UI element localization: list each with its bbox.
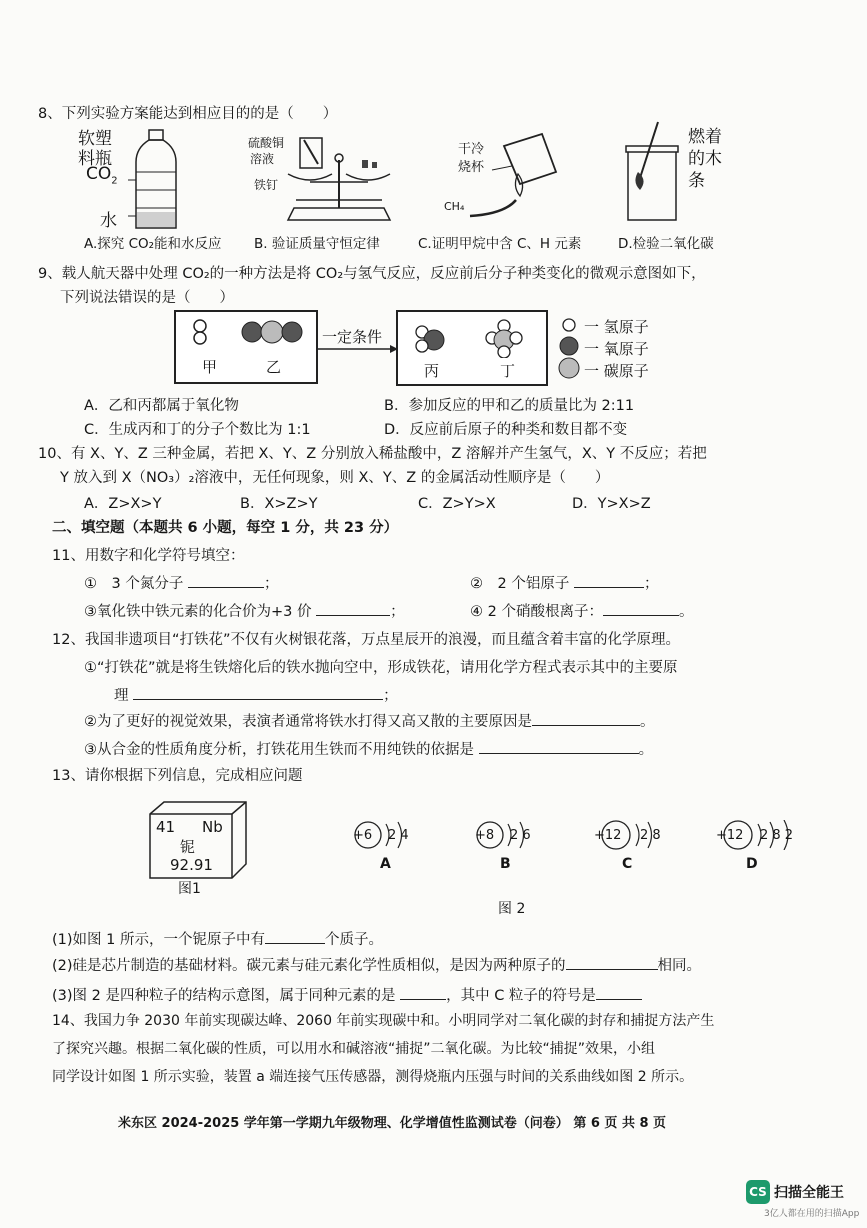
figure-2-caption: 图 2 <box>498 901 526 917</box>
q8-a-label3: $CO_2$ <box>86 164 118 187</box>
legend-carbon: 一 碳原子 <box>584 362 649 380</box>
product-molecules-icon <box>400 316 540 358</box>
answer-blank[interactable] <box>603 601 679 616</box>
element-number: 41 <box>156 818 176 836</box>
element-symbol: Nb <box>202 818 223 836</box>
answer-blank[interactable] <box>574 573 644 588</box>
answer-blank[interactable] <box>596 985 642 1000</box>
section-2-heading: 二、填空题（本题共 6 小题，每空 1 分，共 23 分） <box>52 520 399 536</box>
q8-option-a: A.探究 CO₂能和水反应 <box>84 236 222 252</box>
particle-a-nucleus: +6 <box>353 828 373 843</box>
q11-stem: 11、用数字和化学符号填空： <box>52 548 245 564</box>
q13-sub3: (3)图 2 是四种粒子的结构示意图，属于同种元素的是 ，其中 C 粒子的符号是 <box>52 984 642 1005</box>
balance-scale-icon <box>282 130 394 226</box>
q9-label-ding: 丁 <box>500 362 516 380</box>
q9-option-b: B．参加反应的甲和乙的质量比为 2:11 <box>384 398 635 414</box>
scanner-brand-subtitle: 3亿人都在用的扫描App <box>764 1209 860 1219</box>
q9-option-a: A．乙和丙都属于氧化物 <box>84 398 239 414</box>
q14-line3: 同学设计如图 1 所示实验，装置 a 端连接气压传感器，测得烧瓶内压强与时间的关系曲线如图 2 所示。 <box>52 1069 694 1085</box>
q8-d-label2: 的木 <box>688 149 722 169</box>
legend-atoms-icon <box>556 316 582 380</box>
answer-blank[interactable] <box>400 985 446 1000</box>
element-mass: 92.91 <box>170 856 213 874</box>
q8-c-label1: 干冷 <box>458 142 485 157</box>
particle-c-label: C <box>622 856 633 872</box>
q11-item-3: ③氧化铁中铁元素的化合价为+3 价 ； <box>84 600 405 621</box>
particle-c-nucleus: +12 <box>594 828 622 843</box>
page-footer: 米东区 2024-2025 学年第一学期九年级物理、化学增值性监测试卷（问卷） 第 6 页 共 8 页 <box>118 1116 667 1131</box>
q13-stem: 13、请你根据下列信息，完成相应问题 <box>52 768 303 784</box>
q8-b-label3: 铁钉 <box>254 178 279 192</box>
answer-blank[interactable] <box>566 955 658 970</box>
q8-b-label1: 硫酸铜 <box>248 136 285 150</box>
q9-option-d: D．反应前后原子的种类和数目都不变 <box>384 422 628 438</box>
answer-blank[interactable] <box>479 739 639 754</box>
q9-label-bing: 丙 <box>424 362 440 380</box>
legend-oxygen: 一 氧原子 <box>584 340 649 358</box>
q9-arrow-label: 一定条件 <box>322 328 383 346</box>
q8-option-d: D.检验二氧化碳 <box>618 236 714 252</box>
particle-d-label: D <box>746 856 758 872</box>
q9-label-jia: 甲 <box>202 358 218 376</box>
q10-line1: 10、有 X、Y、Z 三种金属，若把 X、Y、Z 分别放入稀盐酸中，Z 溶解并产生氢气，X、Y 不反应；若把 <box>38 446 707 462</box>
answer-blank[interactable] <box>532 711 640 726</box>
q8-b-label2: 溶液 <box>250 152 275 166</box>
q8-option-c: C.证明甲烷中含 C、H 元素 <box>418 236 582 252</box>
gas-jar-icon <box>618 120 688 228</box>
q8-c-label3: CH₄ <box>444 200 465 213</box>
q11-item-1: ① 3 个氮分子 ； <box>84 572 278 593</box>
q11-item-4: ④ 2 个硝酸根离子： 。 <box>470 600 693 621</box>
q10-option-c: C．Z>Y>X <box>418 496 496 512</box>
q12-stem: 12、我国非遗项目“打铁花”不仅有火树银花落，万点星辰开的浪漫，而且蕴含着丰富的化学原理。 <box>52 632 680 648</box>
q9-stem-line1: 9、载人航天器中处理 CO₂的一种方法是将 CO₂与氢气反应，反应前后分子种类变化的微观示意图如下， <box>38 266 706 282</box>
particle-c-shells: 2 8 <box>640 828 661 843</box>
q8-option-b: B. 验证质量守恒定律 <box>254 236 380 252</box>
particle-a-label: A <box>380 856 391 872</box>
q12-part2: ②为了更好的视觉效果，表演者通常将铁水打得又高又散的主要原因是 。 <box>84 710 655 731</box>
q8-a-label4: 水 <box>100 211 117 231</box>
q12-part1-line2: 理 ； <box>114 684 398 705</box>
answer-blank[interactable] <box>316 601 390 616</box>
plastic-bottle-icon <box>128 128 188 232</box>
scanner-logo-icon: CS <box>746 1180 770 1204</box>
particle-b-shells: 2 6 <box>510 828 531 843</box>
q8-d-label3: 条 <box>688 171 705 191</box>
q11-item-2: ② 2 个铝原子 ； <box>470 572 658 593</box>
q10-option-b: B．X>Z>Y <box>240 496 318 512</box>
q10-option-a: A．Z>X>Y <box>84 496 162 512</box>
q13-sub1: (1)如图 1 所示，一个铌原子中有 个质子。 <box>52 928 383 949</box>
q8-c-label2: 烧杯 <box>458 160 485 175</box>
q8-a-label1: 软塑 <box>78 129 112 149</box>
q14-line1: 14、我国力争 2030 年前实现碳达峰、2060 年前实现碳中和。小明同学对二氧化碳的封存和捕捉方法产生 <box>52 1013 715 1029</box>
q9-option-c: C．生成丙和丁的分子个数比为 1:1 <box>84 422 311 438</box>
beaker-flame-icon <box>464 126 564 224</box>
reaction-arrow-icon <box>314 344 398 354</box>
particle-b-nucleus: +8 <box>475 828 495 843</box>
element-name: 铌 <box>180 838 196 856</box>
q12-part1-line1: ①“打铁花”就是将生铁熔化后的铁水抛向空中，形成铁花，请用化学方程式表示其中的主要原 <box>84 660 678 676</box>
particle-b-label: B <box>500 856 511 872</box>
q14-line2: 了探究兴趣。根据二氧化碳的性质，可以用水和碱溶液“捕捉”二氧化碳。为比较“捕捉”效果，小组 <box>52 1041 656 1057</box>
q13-sub2: (2)硅是芯片制造的基础材料。碳元素与硅元素化学性质相似，是因为两种原子的 相同。 <box>52 954 701 975</box>
q8-stem: 8、下列实验方案能达到相应目的的是（ ） <box>38 106 338 122</box>
q9-stem-line2: 下列说法错误的是（ ） <box>60 290 234 306</box>
q12-part3: ③从合金的性质角度分析，打铁花用生铁而不用纯铁的依据是 。 <box>84 738 653 759</box>
particle-d-shells: 2 8 2 <box>760 828 794 843</box>
q10-line2: Y 放入到 X（NO₃）₂溶液中，无任何现象，则 X、Y、Z 的金属活动性顺序是（ ） <box>60 470 610 486</box>
figure-1-caption: 图1 <box>178 881 201 897</box>
q8-d-label1: 燃着 <box>688 127 722 147</box>
reactant-molecules-icon <box>178 316 314 352</box>
answer-blank[interactable] <box>188 573 264 588</box>
particle-a-shells: 2 4 <box>388 828 409 843</box>
q9-label-yi: 乙 <box>266 358 282 376</box>
q8-a-label2: 料瓶 <box>78 149 112 169</box>
q10-option-d: D．Y>X>Z <box>572 496 651 512</box>
answer-blank[interactable] <box>133 685 383 700</box>
legend-hydrogen: 一 氢原子 <box>584 318 649 336</box>
answer-blank[interactable] <box>265 929 325 944</box>
scanner-brand-title: 扫描全能王 <box>774 1185 844 1201</box>
particle-d-nucleus: +12 <box>716 828 744 843</box>
